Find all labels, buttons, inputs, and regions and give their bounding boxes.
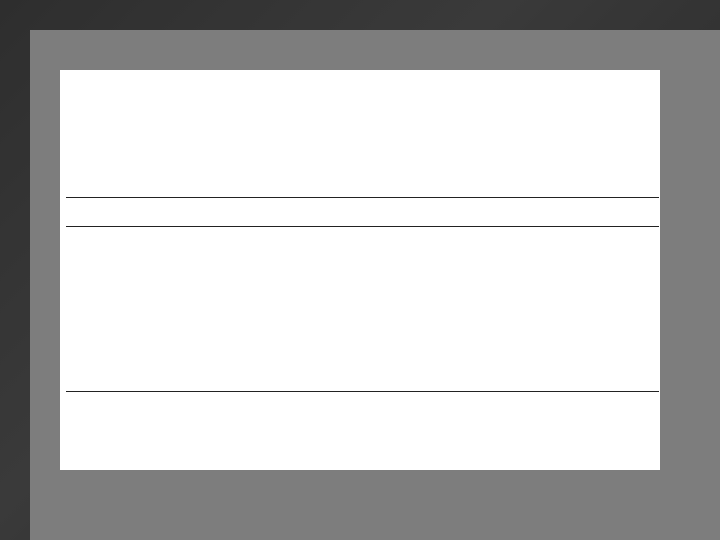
- table-card: [60, 70, 660, 470]
- inner-shell-shading: [60, 70, 660, 470]
